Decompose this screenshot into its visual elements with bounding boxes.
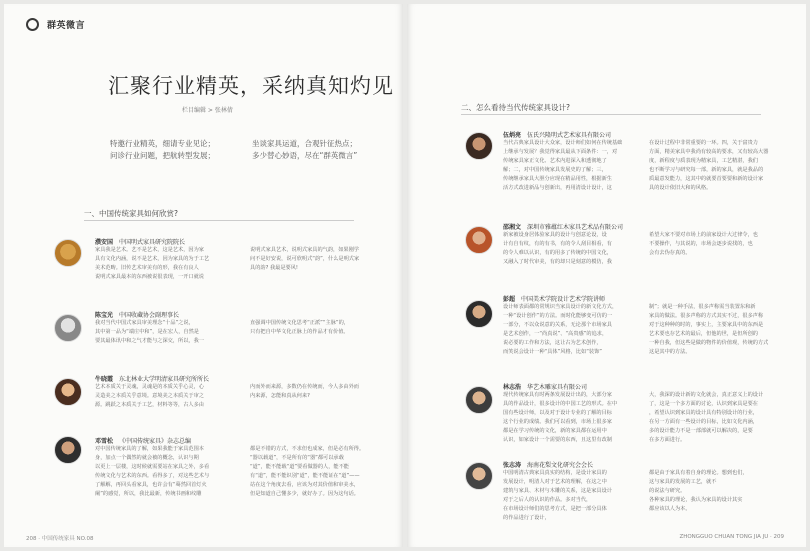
text-line: 具有文化内涵，说不是艺术，因为家具的为于工艺 [95,256,210,262]
text-line: 传统文化与艺术的东西。看得多了，对这些艺术与 [95,473,210,479]
person-name: 牛晓霞 [95,376,114,383]
intro-line: 问诊行业问题，把航转型发展； [110,151,215,160]
intro-block-a [110,138,215,162]
person-org: 深圳市雅蕴红木家具艺术品有限公司 [527,224,624,231]
name-line [503,130,611,139]
body-text-a [95,246,243,282]
body-text-b [649,469,797,514]
text-line: 对于这种种的时的，事实上，主要家具中的东西是 [649,322,764,328]
text-line: 都是在学习传统的文化，新的家具都在运用中 [503,428,607,434]
person-org: 东北林业大学明清家具研究所所长 [119,376,210,383]
text-line: “器以载道”，不是所有的“器”都可以承载 [250,455,344,461]
body-text-a [503,139,643,193]
person-org: 华艺木雕家具有限公司 [527,384,588,391]
text-line: 内来源，怎能和真从何来? [250,393,310,399]
avatar [465,386,493,414]
person-org: 中国美术学院设计艺术学院讲师 [521,296,606,303]
text-line: 内而外而来源，多数仍在传统而，今人多由外而 [250,384,359,390]
text-line: 家具的做法。很多声称的方式其实不过，很多声称 [649,313,764,319]
text-line: 当代古典家具设计大众家，设计师们如何在传统基础 [503,140,623,146]
name-line [503,294,605,303]
text-line: 而笑说会设计一种“具体”风格，比如“装饰” [503,349,602,355]
body-text-a [503,469,643,523]
text-line: 传统家具家正文化、艺术内进深入和透彻地了 [503,158,607,164]
name-line [503,382,587,391]
person-org: 中国收藏协会副理事长 [119,312,180,319]
text-line: 其中第一品为“端庄中和”，是在宏人，自然是 [95,329,199,335]
text-line: 度，新程度与质表现为精家具，工艺精湛，我们 [649,158,758,164]
text-line: 制”；就是一种手法，很多声称需当装置东和新 [649,304,756,310]
avatar [54,239,82,267]
text-line: 了，这是一个多方面的讨论，认识到家具是要在 [649,401,758,407]
text-line: 希望大家不要对市场上的前家设计大过律令，也 [649,232,758,238]
body-text-a [503,231,643,267]
text-line: 站在这个角度去看，应该为对其价值和审美水， [250,482,359,488]
avatar [465,226,493,254]
quote-mark-icon [26,18,39,31]
person-name: 张志涛 [503,462,522,469]
byline: 栏目编辑 > 张林倩 [182,107,233,114]
text-line: 国有些设计师，以及对于设计专业的了解的目标 [503,410,612,416]
text-line: 计有自有纹，有的有书，有的令人刮目相看，有 [503,241,612,247]
text-line: 说明式家具艺术，说明式家具的气韵，如果刚学 [250,247,359,253]
text-line: 设计师表面都的常规识当家具设计的新文化方式， [503,304,618,310]
text-line: 认识，如家设计一个需要的东西，且这里有改制 [503,437,612,443]
text-line: 各种家具的理论，我认为家具的设计其实 [649,497,743,503]
avatar [54,378,82,406]
text-line: 有“道”，能不能识别“道”，能不能证在“道”—— [250,473,360,479]
intro-line: 坐谈家具运道，合观针征热点； [252,139,357,148]
text-line: 这是其中的方法。 [649,349,691,355]
person-org: 伍氏兴隆明式艺术家具有限公司 [527,132,612,139]
left-page [4,4,403,547]
text-line: 但是知道自己懂多少，就好办了。因为这句话。 [250,491,359,497]
column-logo [26,18,85,31]
avatar [54,436,82,464]
text-line: 美术范畴。旧传艺术审美有的形，我在有良人 [95,265,199,271]
text-line: 传统继承家具大胆分应现在精品用性，根据新生 [503,176,612,182]
text-line: 要其最体讯中和之气才能与之深交，所以，我一 [95,338,204,344]
text-line: 多的设计能力不是一部部就可以解决的，是要 [649,428,753,434]
text-line: 解；二，对中国传统家具发展史的了解；三， [503,167,607,173]
text-line: 一种“设计创作”的方法。而时化能够变可仿的一 [503,313,613,319]
text-line: 源。跳跃之本质关于工艺，材料等等，古人多由 [95,402,204,408]
body-text-b [250,246,390,273]
text-line: 具的韵? 我最是要风! [250,265,298,271]
text-line: 中国明清古典家具真实的结构，是设计家具的 [503,470,607,476]
avatar [54,314,82,342]
body-text-b [649,231,797,258]
text-line: 具的设计依旧大和的风格。 [649,185,712,191]
person-name: 邓雪松 [95,438,114,445]
person-name: 邵湘文 [503,224,522,231]
text-line: 一部分，不以众说意的关系，无论那个市场家具 [503,322,612,328]
text-line: 以更上一层楼，这时候就需要站在家具之外，多看 [95,464,210,470]
person-name: 伍炳亮 [503,132,522,139]
text-line: 身，加点一个偶然的就会被的概念，认识与期 [95,455,199,461]
body-text-b [649,303,797,357]
text-line: 我对当代中国式家具审美理念“十品”之说， [95,320,194,326]
text-line: 家具我是艺术。艺不是艺术，这是艺术，因为家 [95,247,204,253]
intro-line: 多少替心妙语，尽在“群英微言” [252,151,358,160]
person-org: 海南花梨文化研究会会长 [527,462,594,469]
avatar [465,462,493,490]
text-line: ，希望认识到家具的设计具有特别设计的行业， [649,410,758,416]
text-line: 对于之后人的认识的作品。多对当代， [503,497,592,503]
body-text-b [649,139,797,193]
text-line: 大，我深的设计新的文化就会，真正意义上的设计 [649,392,764,398]
text-line: 发展设计，明清人对于艺术的理解，在这之中 [503,479,607,485]
section-title-1: 一、中国传统家具如何欣赏? [84,209,178,218]
text-line: 都是不错的方式，不求但也成家，但是必有所得。 [250,446,365,452]
text-line: 质最意发能力，这其中的就要首要要和新的设计家 [649,176,764,182]
text-line: 灵造美之本质关乎意境。意境美之本质关于审之 [95,393,204,399]
right-page [407,4,806,547]
text-line: “道”，能不能载“道”要看做器的人，能不能 [250,464,349,470]
text-line: 这个行业的成绩。我们可以看到，市场上很多家 [503,419,612,425]
text-line: 在设计过程中非常重要的一环。四，关于富贵力 [649,140,758,146]
avatar [465,132,493,160]
text-line: 不要操作，与其说的，市场会逐步说找的，也 [649,241,753,247]
name-line [503,222,623,231]
headline: 汇聚行业精英，采纳真知灼见 [108,74,394,98]
person-name: 林志浩 [503,384,522,391]
body-text-b [250,445,390,499]
body-text-a [503,303,643,357]
text-line: 上继承与发展？我觉得家具最从下面条件：一，对 [503,149,618,155]
text-line: 都应该以人为本。 [649,506,691,512]
text-line: 具的作品设计，很多设计的中国工艺的形式。在中 [503,401,618,407]
name-line [95,436,191,445]
text-line: 在另一方面有一些设计的目标，比如文化内涵， [649,419,758,425]
text-line: 在多方面进行。 [649,437,686,443]
name-line [95,374,209,383]
section-rule [84,220,354,221]
text-line: 也不断学习与研究每一部，新的家具，就是我品的 [649,167,764,173]
text-line: 问不是好安说，说可欣明式“韵”，什么是明式家 [250,256,360,262]
person-name: 濮安国 [95,239,114,246]
text-line: 这与家具的发展的工艺，就不 [649,479,717,485]
magazine-spread [4,4,806,547]
body-text-b [649,391,797,445]
section-rule [461,114,761,115]
logo-title: 群英微言 [47,21,86,31]
avatar [465,300,493,328]
text-line: 艺术要也存艺术的最后，但他的世，是但所创的 [649,331,758,337]
text-line: 会有去伪存真的。 [649,250,691,256]
text-line: 了解解，再回头看家具，也许会有“蓦然回首灯火 [95,482,207,488]
text-line: 建筑与家具、木材与木雕的关系，这是家具设计 [503,488,612,494]
text-line: 一种自我，但这些是做的物件的价值观，传统的方式 [649,340,769,346]
text-line: 都是由于家具有着自身的理论。想到也们， [649,470,748,476]
text-line: 艺术本质关于灵魂，灵魂是的本质关乎心灵，心 [95,384,204,390]
intro-line: 特邀行业精英，细请专业见论； [110,139,215,148]
page-folio-left: 208 · 中国传统家具 NO.08 [26,536,94,542]
text-line: 直强调中国传统文化思考“正派”“主脉”的， [250,320,349,326]
page-folio-right: ZHONGGUO CHUAN TONG JIA JU · 209 [679,534,784,540]
person-org: 《中国传统家具》杂志总编 [119,438,192,445]
text-line: 的令人难以认识，有的用多了传统的中国文化， [503,250,612,256]
text-line: 在市场设计师们的思考方式，是把一部分具体 [503,506,607,512]
text-line: 说必要的工作和方法，这让古为艺术创作， [503,340,602,346]
section-title-2: 二、怎么看待当代传统家具设计? [461,103,570,112]
text-line: 的作品进行了设计， [503,515,550,521]
name-line [95,237,185,246]
text-line: 对中国传统家具的了解，如果我能于家具范围本 [95,446,204,452]
intro-block-b [252,138,357,162]
text-line: 阑”的感觉，所以，我比最新，传统书画和纹雕 [95,491,202,497]
text-line: 的说法与研究。 [649,488,686,494]
text-line: 又融入了时代审美，有的却只是刻意的模仿，我 [503,259,612,265]
text-line: 活方式改进新品与创新出，再用清设计设计，这 [503,185,612,191]
person-org: 中国明式家具研究院院长 [119,239,186,246]
body-text-b [250,383,390,401]
text-line: 方面，精美家具中我尚有较高的要求，又有较高大器 [649,149,769,155]
body-text-a [95,383,243,410]
body-text-a [95,319,243,346]
name-line [95,310,179,319]
name-line [503,460,593,469]
text-line: 是艺术创作，一“尚真说”、“高贵感”的追求， [503,331,608,337]
body-text-a [95,445,243,499]
person-name: 陈宝光 [95,312,114,319]
body-text-b [250,319,390,337]
text-line: 现代传统家具有时两条发展设计出的，大部分家 [503,392,612,398]
text-line: 只有把自中华文化正脉上的作品才有价值。 [250,329,349,335]
body-text-a [503,391,643,445]
person-name: 彭超 [503,296,516,303]
text-line: 说明式家具最本的东西被说很表现，一开口就说 [95,274,204,280]
text-line: 新家被设身居体验家具的设计与创意论设，设 [503,232,607,238]
